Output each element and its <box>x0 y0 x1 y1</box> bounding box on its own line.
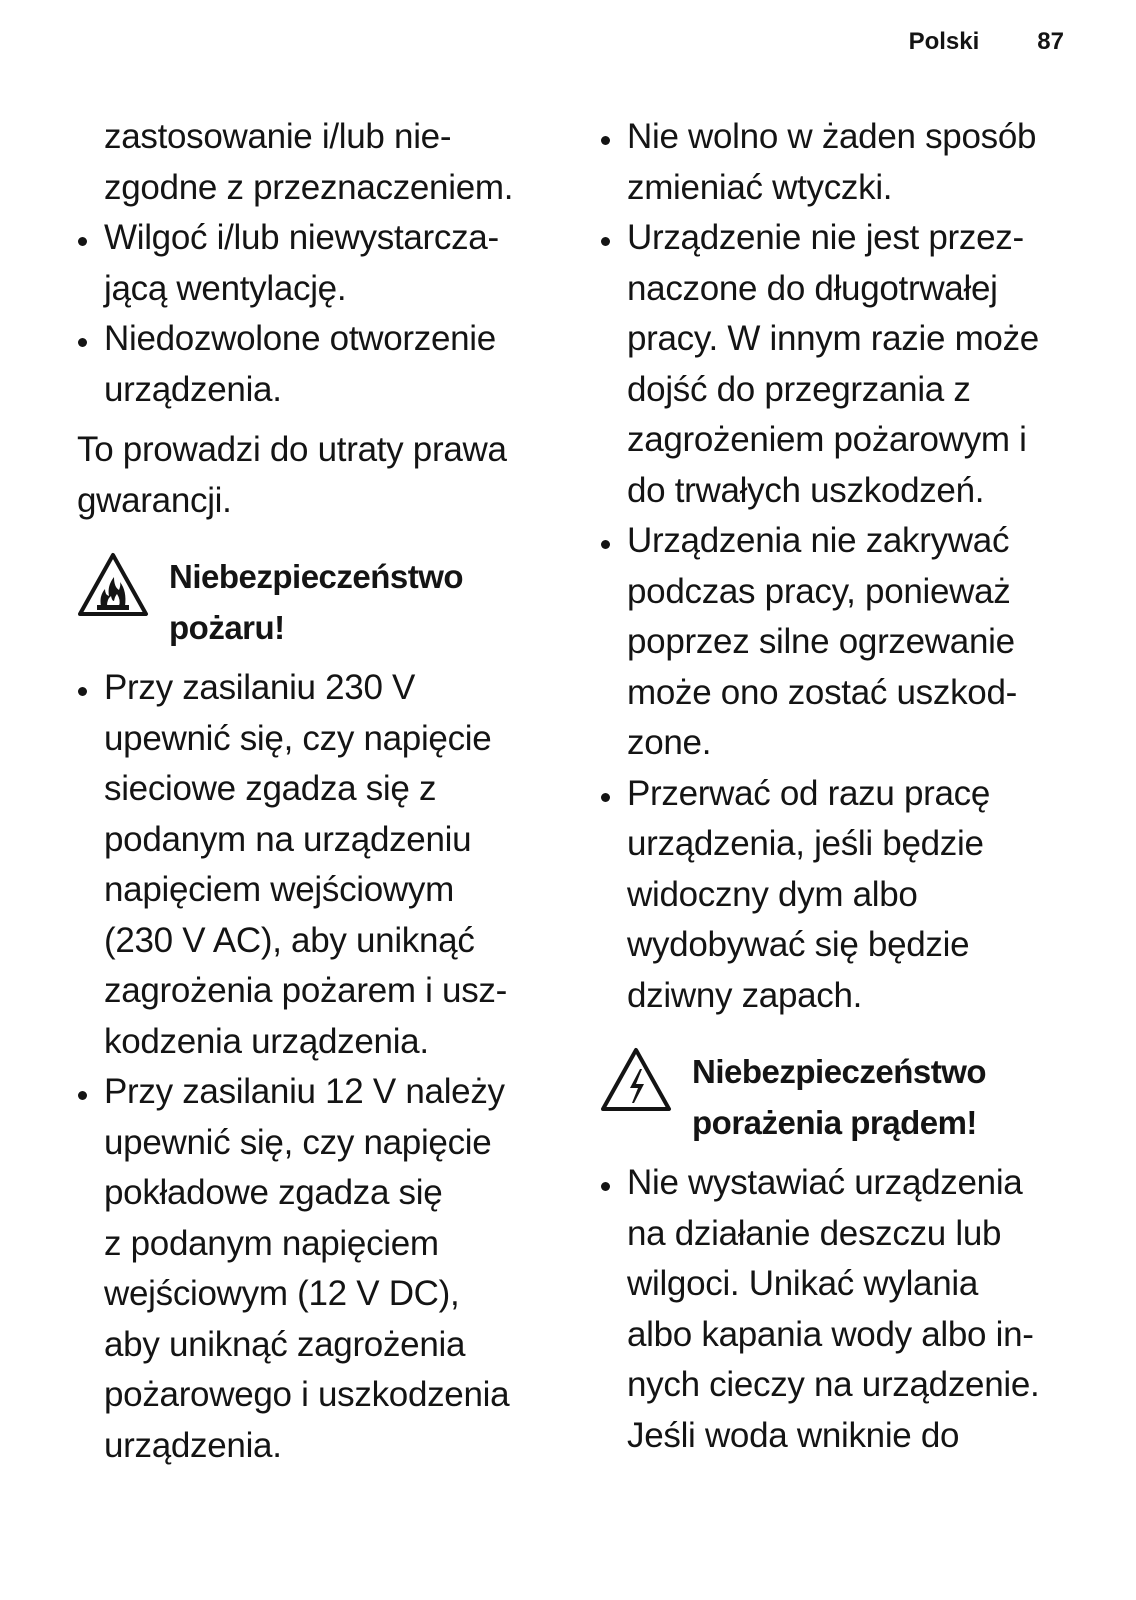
text-line: zagrożenia pożarem i usz- <box>104 971 507 1010</box>
text-line: zastosowanie i/lub nie- <box>104 117 452 156</box>
page-header <box>909 28 1064 56</box>
section-title: Polski <box>908 28 980 55</box>
text-line: naczone do długotrwałej <box>627 268 998 308</box>
text-line: Nie wystawiać urządzenia <box>627 1163 1023 1202</box>
warning-title: Niebezpieczeństwo <box>692 1053 987 1090</box>
text-line: na działanie deszczu lub <box>627 1213 1002 1253</box>
list-item <box>77 663 547 1067</box>
shock-warning <box>600 1047 1070 1148</box>
right-column <box>600 112 1070 1461</box>
fire-hazard-warning-icon <box>77 552 149 618</box>
text-line: z podanym napięciem <box>104 1223 439 1263</box>
text-line: Niedozwolone otworzenie <box>104 319 496 358</box>
text-line: pracy. W innym razie może <box>627 319 1039 358</box>
page-number: 87 <box>1037 28 1064 55</box>
text-line: dojść do przegrzania z <box>627 369 971 409</box>
text-line: zagrożeniem pożarowym i <box>627 420 1027 459</box>
text-line: podczas pracy, ponieważ <box>627 571 1011 611</box>
text-line: Jeśli woda wniknie do <box>627 1415 960 1455</box>
text-line: urządzenia. <box>104 369 282 409</box>
left-column <box>77 112 547 1471</box>
text-line: widoczny dym albo <box>627 874 918 914</box>
text-line: To prowadzi do utraty prawa <box>77 430 507 469</box>
text-line: albo kapania wody albo in- <box>627 1314 1034 1354</box>
text-line: wilgoci. Unikać wylania <box>627 1264 979 1303</box>
text-line: pokładowe zgadza się <box>104 1173 443 1212</box>
list-item <box>600 769 1070 1022</box>
text-line: wydobywać się będzie <box>627 925 970 964</box>
text-line: Urządzenie nie jest przez- <box>627 218 1024 257</box>
list-item <box>600 213 1070 516</box>
text-line: Urządzenia nie zakrywać <box>627 521 1010 560</box>
fire-warning <box>77 552 547 653</box>
warning-title: porażenia prądem! <box>692 1103 977 1141</box>
text-line: Przy zasilaniu 230 V <box>104 668 416 707</box>
text-line: wejściowym (12 V DC), <box>104 1274 460 1313</box>
text-line: gwarancji. <box>77 480 232 520</box>
list-item <box>600 516 1070 769</box>
text-line: Przerwać od razu pracę <box>627 773 991 813</box>
warning-title: Niebezpieczeństwo <box>169 558 464 595</box>
text-line: zgodne z przeznaczeniem. <box>104 167 514 207</box>
text-line: sieciowe zgadza się z <box>104 769 437 808</box>
text-line: kodzenia urządzenia. <box>104 1021 429 1061</box>
list-item <box>600 112 1070 213</box>
list-item <box>77 213 547 314</box>
text-line: pożarowego i uszkodzenia <box>104 1375 510 1414</box>
list-item <box>77 1067 547 1471</box>
list-item <box>600 1158 1070 1461</box>
text-line: upewnić się, czy napięcie <box>104 1122 492 1162</box>
text-line: poprzez silne ogrzewanie <box>627 622 1015 661</box>
text-line: zmieniać wtyczki. <box>627 167 893 207</box>
text-line: Przy zasilaniu 12 V należy <box>104 1072 505 1111</box>
paragraph <box>77 425 547 526</box>
text-line: nych cieczy na urządzenie. <box>627 1365 1040 1404</box>
text-line: upewnić się, czy napięcie <box>104 718 492 758</box>
list-item <box>77 314 547 415</box>
text-line: urządzenia. <box>104 1425 282 1465</box>
text-line: podanym na urządzeniu <box>104 819 472 859</box>
text-line: (230 V AC), aby uniknąć <box>104 920 475 960</box>
electric-shock-warning-icon <box>600 1047 672 1113</box>
text-line: do trwałych uszkodzeń. <box>627 470 985 510</box>
text-line: napięciem wejściowym <box>104 870 454 909</box>
text-line: jącą wentylację. <box>104 268 347 308</box>
text-line: dziwny zapach. <box>627 975 863 1015</box>
text-line: aby uniknąć zagrożenia <box>104 1324 466 1364</box>
text-line: Nie wolno w żaden sposób <box>627 117 1037 156</box>
continued-list-item <box>77 112 547 213</box>
text-line: urządzenia, jeśli będzie <box>627 824 984 863</box>
text-line: może ono zostać uszkod- <box>627 672 1017 712</box>
text-line: zone. <box>627 723 712 762</box>
warning-title: pożaru! <box>169 608 285 646</box>
text-line: Wilgoć i/lub niewystarcza- <box>104 218 499 257</box>
